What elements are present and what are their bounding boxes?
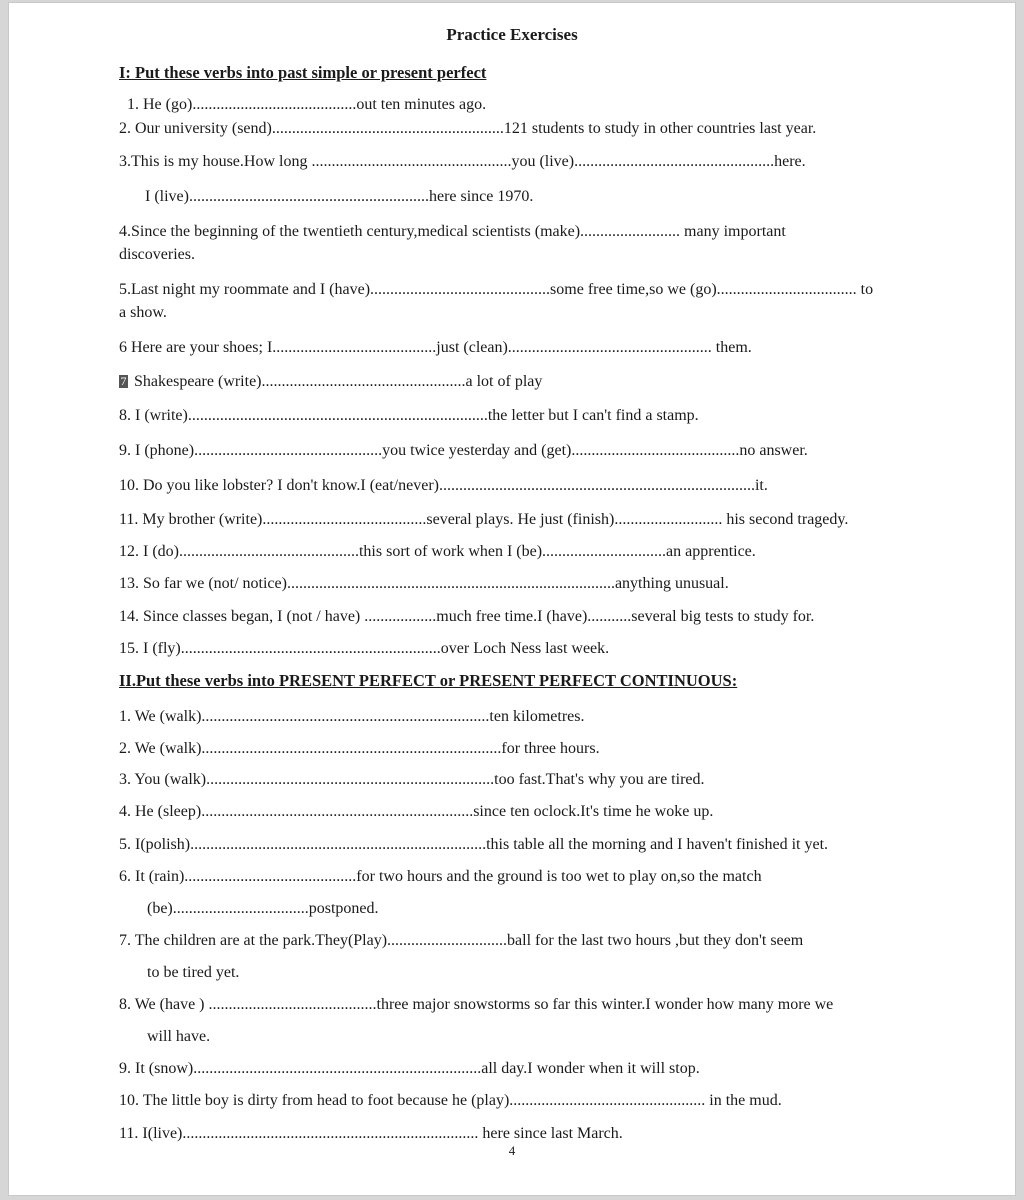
page-number: 4 bbox=[508, 1143, 516, 1158]
section-2-heading: II.Put these verbs into PRESENT PERFECT or PRESENT PERFECT CONTINUOUS: bbox=[119, 671, 738, 690]
ex2-item-7-cont: to be tired yet. bbox=[147, 964, 240, 981]
ex2-item-6: 6. It (rain)...........................................for two hours and the ground is too wet to play on,so the match bbox=[119, 868, 762, 885]
ex2-item-10: 10. The little boy is dirty from head to foot because he (play)................................................. in the mud. bbox=[119, 1092, 782, 1109]
ex1-item-8: 8. I (write)...........................................................................the letter but I can't find a stamp. bbox=[119, 407, 699, 424]
ex1-item-2: 2. Our university (send)..........................................................121 students to study in other countries last year. bbox=[119, 120, 817, 137]
ex2-item-8-cont: will have. bbox=[147, 1028, 211, 1045]
page-title: Practice Exercises bbox=[446, 25, 578, 44]
worksheet-page bbox=[8, 2, 1016, 1196]
ex1-item-3: 3.This is my house.How long ..................................................you (live)..................................................here. bbox=[119, 153, 806, 170]
item-7-marker: 7 bbox=[120, 374, 127, 388]
ex1-item-12: 12. I (do).............................................this sort of work when I (be)...............................an apprentice. bbox=[119, 543, 756, 560]
ex2-item-2: 2. We (walk)...........................................................................for three hours. bbox=[119, 740, 600, 757]
ex1-item-6: 6 Here are your shoes; I.........................................just (clean)................................................... them. bbox=[119, 339, 752, 356]
ex1-item-13: 13. So far we (not/ notice)..................................................................................anything unusual. bbox=[119, 575, 729, 592]
ex2-item-7: 7. The children are at the park.They(Play)..............................ball for the last two hours ,but they don't seem bbox=[119, 932, 804, 949]
ex1-item-1: 1. He (go).........................................out ten minutes ago. bbox=[127, 96, 487, 113]
ex2-item-3: 3. You (walk)........................................................................too fast.That's why you are tired. bbox=[119, 771, 705, 788]
ex1-item-5: 5.Last night my roommate and I (have).............................................some free time,so we (go)................................... to bbox=[119, 281, 874, 298]
ex2-item-8: 8. We (have ) ..........................................three major snowstorms so far this winter.I wonder how many more we bbox=[119, 996, 834, 1013]
ex1-item-7 bbox=[119, 372, 542, 392]
ex1-item-4: 4.Since the beginning of the twentieth century,medical scientists (make)......................... many important bbox=[119, 223, 786, 240]
ex1-item-7-text: Shakespeare (write)...................................................a lot of play bbox=[134, 373, 543, 390]
ex1-item-14: 14. Since classes began, I (not / have) ..................much free time.I (have)...........several big tests to study for. bbox=[119, 608, 815, 625]
ex2-item-4: 4. He (sleep)....................................................................since ten oclock.It's time he woke up. bbox=[119, 803, 714, 820]
ex2-item-6-cont: (be)..................................postponed. bbox=[147, 900, 379, 917]
ex1-item-10: 10. Do you like lobster? I don't know.I (eat/never)...............................................................................it. bbox=[119, 477, 768, 494]
ex1-item-15: 15. I (fly).................................................................over Loch Ness last week. bbox=[119, 640, 610, 657]
ex1-item-4-cont: discoveries. bbox=[119, 246, 195, 263]
ex1-item-9: 9. I (phone)...............................................you twice yesterday and (get)..........................................no answer. bbox=[119, 442, 808, 459]
ex1-item-3-cont: I (live)............................................................here since 1970. bbox=[145, 188, 534, 205]
ex2-item-5: 5. I(polish)..........................................................................this table all the morning and I haven't finished it yet. bbox=[119, 836, 829, 853]
ex1-item-5-cont: a show. bbox=[119, 304, 167, 321]
ex2-item-1: 1. We (walk)........................................................................ten kilometres. bbox=[119, 708, 585, 725]
section-1-heading: I: Put these verbs into past simple or present perfect bbox=[119, 63, 487, 82]
ex1-item-11: 11. My brother (write).........................................several plays. He just (finish)........................... his second tragedy. bbox=[119, 511, 849, 528]
ex2-item-11: 11. I(live).......................................................................... here since last March. bbox=[119, 1125, 623, 1142]
ex2-item-9: 9. It (snow)........................................................................all day.I wonder when it will stop. bbox=[119, 1060, 700, 1077]
